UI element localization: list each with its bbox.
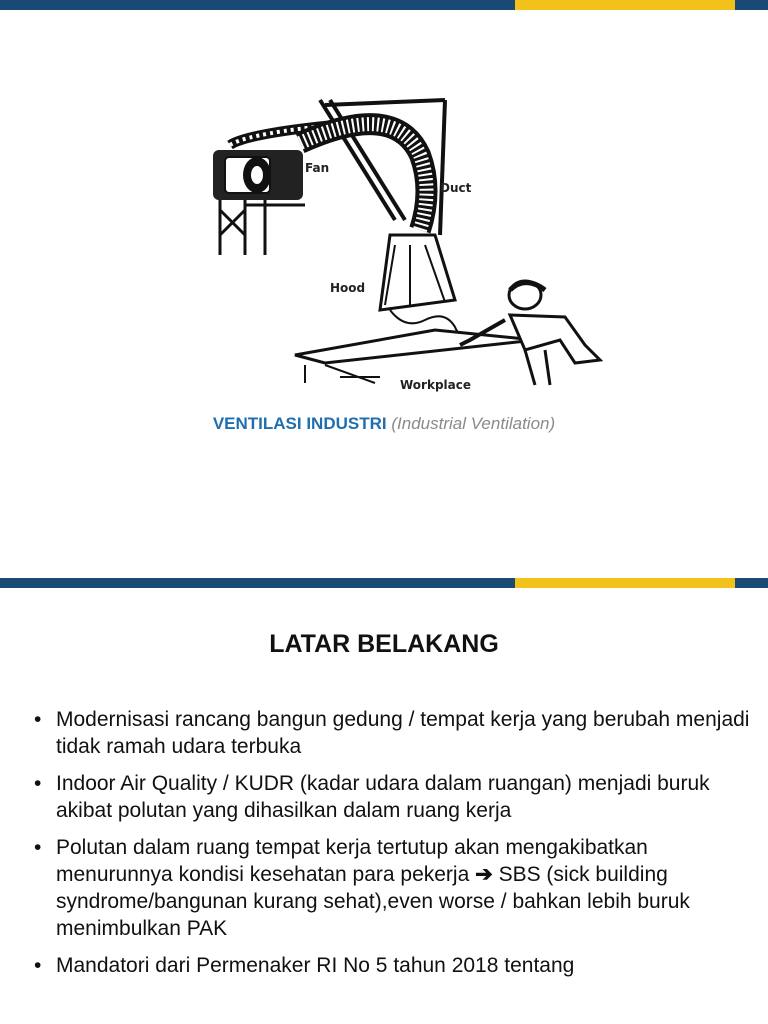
bullet-item: • Mandatori dari Permenaker RI No 5 tahun 2018 tentang <box>30 952 750 979</box>
workplace-label: Workplace <box>400 378 472 392</box>
bullet-text: SBS (sick building syndrome/bangunan kurang sehat),even worse / bahkan lebih buruk menimbulkan PAK <box>56 863 690 940</box>
hood-label: Hood <box>330 281 366 295</box>
figure-caption <box>0 414 768 434</box>
top-stripe <box>0 0 768 10</box>
bullet-text: Polutan dalam ruang tempat kerja tertutup akan mengakibatkan menurunnya kondisi kesehatan para pekerja <box>56 836 648 886</box>
fan-label: Fan <box>305 161 330 175</box>
industrial-ventilation-illustration <box>205 95 610 395</box>
bullet-list <box>30 706 750 989</box>
caption-sub: (Industrial Ventilation) <box>391 414 556 433</box>
caption-main: VENTILASI INDUSTRI <box>212 414 387 433</box>
duct-label: Duct <box>440 181 472 195</box>
arrow-icon: ➔ <box>475 863 493 886</box>
section-stripe <box>0 578 768 588</box>
bullet-item: • Modernisasi rancang bangun gedung / tempat kerja yang berubah menjadi tidak ramah udara terbuka <box>30 706 750 760</box>
bullet-item <box>30 834 750 942</box>
bullet-item: • Indoor Air Quality / KUDR (kadar udara dalam ruangan) menjadi buruk akibat polutan yang dihasilkan dalam ruang kerja <box>30 770 750 824</box>
slide-title: LATAR BELAKANG <box>269 630 499 658</box>
